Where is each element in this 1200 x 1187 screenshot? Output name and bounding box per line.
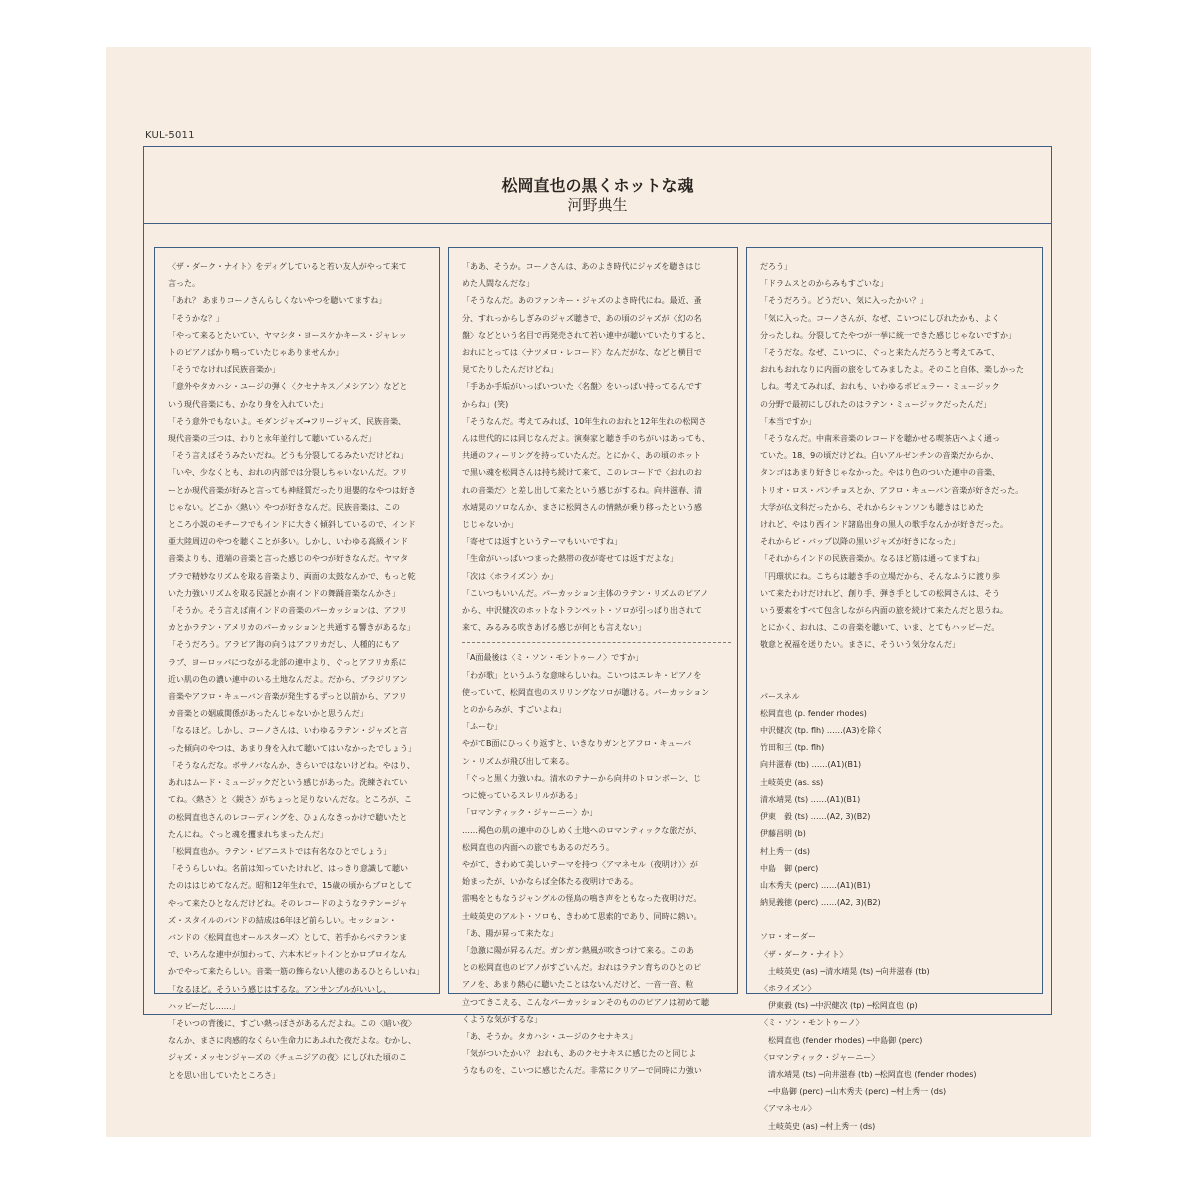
page-title: 松岡直也の黒くホットな魂 bbox=[501, 176, 694, 195]
text-line: 「そうか。そう言えば南インドの音楽のパーカッションは、アフリ bbox=[168, 606, 408, 616]
text-line: トのピアノばかり鳴っていたじゃありませんか」 bbox=[168, 348, 344, 358]
text-line: めた人間なんだな」 bbox=[462, 279, 534, 289]
text-line: ジャズ・メッセンジャーズの〈チュニジアの夜〉にしびれた頃のこ bbox=[168, 1053, 407, 1063]
text-line: 「こいつもいいんだ。パーカッション主体のラテン・リズムのピアノ bbox=[462, 588, 709, 598]
text-line: 松岡直也の内面への旅でもあるのだろう。 bbox=[462, 842, 614, 852]
text-line: 〈ホライズン〉 bbox=[760, 983, 816, 993]
text-line: しね。考えてみれば、おれも、いわゆるポピュラー・ミュージック bbox=[760, 382, 1000, 392]
text-line: とを思い出していたところさ」 bbox=[168, 1070, 280, 1080]
text-line: 「ふーむ」 bbox=[462, 722, 502, 732]
text-line: 「そうらしいね。名前は知っていたけれど、はっきり意識して聴い bbox=[168, 864, 408, 874]
text-line: バンドの〈松岡直也オールスターズ〉として、若手からベテランま bbox=[168, 932, 408, 942]
text-line: おれもおれなりに内面の旅をしてみましたよ。そのこと自体、楽しかった bbox=[760, 365, 1024, 375]
text-line: 使っていて、松岡直也のスリリングなソロが聴ける。パーカッション bbox=[462, 687, 710, 697]
text-line: ハッピーだし……」 bbox=[168, 1001, 240, 1011]
liner-notes-frame bbox=[143, 146, 1052, 1131]
text-line: それからビ・バップ以降の黒いジャズが好きになった」 bbox=[760, 537, 960, 547]
text-column-2 bbox=[448, 247, 738, 1076]
text-line: 見てたりしたんだけどね」 bbox=[462, 365, 558, 375]
text-line: タンゴはあまり好きじゃなかった。やはり色のついた連中の音楽、 bbox=[760, 468, 1000, 478]
text-line: やがて、きわめて美しいテーマを持つ〈アマネセル（夜明け）〉が bbox=[462, 859, 698, 869]
text-line: やって来たひとなんだけどね。そのレコードのようなラテン＝ジャ bbox=[168, 898, 408, 908]
text-line: 「ロマンティック・ジャーニー〉か」 bbox=[462, 808, 598, 818]
text-column-3 bbox=[746, 247, 1043, 1131]
text-line: 「そいつの背後に、すごい熱っぽさがあるんだよね。この〈暗い夜〉 bbox=[168, 1018, 416, 1028]
personnel-list bbox=[760, 688, 1036, 912]
text-line: 土岐英史のアルト・ソロも、きわめて思索的であり、同時に熱い。 bbox=[462, 911, 702, 921]
text-line: 「そうだろう。どうだい、気に入ったかい？」 bbox=[760, 296, 928, 306]
text-line: トリオ・ロス・パンチョスとか、アフロ・キューバン音楽が好きだった。 bbox=[760, 485, 1024, 495]
text-line: 共通のフィーリングを持っていたんだ。とにかく、あの頃のホット bbox=[462, 451, 702, 461]
text-line: 分ったしね。分裂してたやつが一挙に統一できた感じじゃないですか」 bbox=[760, 330, 1016, 340]
title-block bbox=[144, 147, 1051, 224]
text-line: 大学が仏文科だったから、それからシャンソンも聴きはじめた bbox=[760, 502, 984, 512]
text-line: 近い肌の色の濃い連中のいる土地なんだよ。だから、ブラジリアン bbox=[168, 674, 408, 684]
text-line: けれど、やはり西インド諸島出身の黒人の歌手なんかが好きだった。 bbox=[760, 520, 1008, 530]
text-line: 竹田和三 (tp. flh) bbox=[760, 743, 825, 753]
text-line: から、中沢健次のホットなトランペット・ソロが引っぱり出されて bbox=[462, 606, 702, 616]
text-line: 向井滋春 (tb) ……(A1)(B1) bbox=[760, 760, 862, 770]
column-1-text bbox=[168, 258, 433, 1084]
text-line: 「そうなんだ。考えてみれば、10年生れのおれと12年生れの松岡さ bbox=[462, 416, 707, 426]
text-line: 中島 御 (perc) bbox=[760, 863, 819, 873]
text-line: ……褐色の肌の連中のひしめく土地へのロマンティックな旅だが、 bbox=[462, 825, 702, 835]
text-line: かでやって来たらしい。音楽一筋の飾らない人徳のあるひとらしいね」 bbox=[168, 967, 424, 977]
text-line: 始まったが、いかならば全体たる夜明けである。 bbox=[462, 877, 638, 887]
text-line: 土岐英史 (as) ─清水靖晃 (ts) ─向井滋春 (tb) bbox=[760, 966, 930, 976]
text-line: ズ・スタイルのバンドの結成は6年ほど前らしい。セッション・ bbox=[168, 915, 397, 925]
text-line: った傾向のやつは、あまり身を入れて聴いてはいなかったでしょう」 bbox=[168, 743, 416, 753]
text-line: 「なるほど。そういう感じはするな。アンサンブルがいいし、 bbox=[168, 984, 391, 994]
text-line: うなものを、こいつに感じたんだ。非常にクリアーで同時に力強い bbox=[462, 1066, 702, 1076]
solo-order-list bbox=[760, 928, 1036, 1134]
column-2-part-1 bbox=[462, 258, 731, 636]
text-line: ブラで精妙なリズムを取る音楽より、両面の太鼓なんかで、もっと乾 bbox=[168, 571, 416, 581]
text-line: おれにとっては〈ナツメロ・レコード〉なんだがな、などと横目で bbox=[462, 348, 702, 358]
text-line: ところ小説のモチーフでもインドに大きく傾斜しているので、インド bbox=[168, 520, 416, 530]
text-line: 雷鳴をともなうジャングルの怪鳥の鳴き声をともなった夜明けだ。 bbox=[462, 894, 702, 904]
text-line: 「そう意外でもないよ。モダンジャズ→フリージャズ、民族音楽、 bbox=[168, 416, 407, 426]
text-line: じゃない。どこか〈熱い〉やつが好きなんだ。民族音楽は、この bbox=[168, 502, 400, 512]
text-line: 「そうでなければ民族音楽か」 bbox=[168, 365, 280, 375]
text-line: 〈ロマンティック・ジャーニー〉 bbox=[760, 1052, 880, 1062]
text-line: との松岡直也のピアノがすごいんだ。おれはラテン育ちのひとのピ bbox=[462, 963, 701, 973]
text-line: 「そうなんだ。あのファンキー・ジャズのよき時代にね。最近、蚤 bbox=[462, 296, 702, 306]
text-line: 「次は〈ホライズン〉か」 bbox=[462, 571, 558, 581]
catalog-number: KUL-5011 bbox=[145, 130, 195, 141]
text-line: アノを、あまり熱心に聴いたことはないんだけど、一音一音、粒 bbox=[462, 980, 694, 990]
text-line: 「やって来るとたいてい、ヤマシタ・ヨースケかキース・ジャレッ bbox=[168, 330, 407, 340]
text-line: 村上秀一 (ds) bbox=[760, 846, 811, 856]
text-line: 現代音楽の三つは、わりと永年並行して聴いているんだ」 bbox=[168, 434, 376, 444]
text-line: 「あれ？ あまりコーノさんらしくないやつを聴いてますね」 bbox=[168, 296, 387, 306]
text-line: 「寄せては返すというテーマもいいですね」 bbox=[462, 537, 622, 547]
text-line: ソロ・オーダー bbox=[760, 932, 816, 942]
text-column-1 bbox=[154, 247, 440, 1080]
column-3-text bbox=[760, 258, 1036, 1135]
text-line: 立つてきこえる、こんなパーカッションそのもののピアノは初めて聴 bbox=[462, 997, 709, 1007]
text-line: 清水靖晃 (ts) ……(A1)(B1) bbox=[760, 794, 861, 804]
text-line: の松岡直也さんのレコーディングを、ひょんなきっかけで聴いたと bbox=[168, 812, 408, 822]
text-line: 「ああ、そうか。コーノさんは、あのよき時代にジャズを聴きはじ bbox=[462, 262, 702, 271]
text-line: つに焼っているスレリルがある」 bbox=[462, 791, 582, 801]
text-line: いて来たわけだけれど、創り手、弾き手としての松岡さんは、そう bbox=[760, 588, 1000, 598]
text-line: 「本当ですか」 bbox=[760, 416, 816, 426]
text-line: 「ドラムスとのからみもすごいな」 bbox=[760, 279, 888, 289]
text-line: 「あ、陽が昇って来たな」 bbox=[462, 928, 558, 938]
text-line: 「なるほど。しかし、コーノさんは、いわゆるラテン・ジャズと言 bbox=[168, 726, 408, 736]
text-line: とにかく、おれは、この音楽を聴いて、いま、とてもハッピーだ。 bbox=[760, 623, 1000, 633]
text-line: 音楽やアフロ・キューバン音楽が発生するずっと以前から、アフリ bbox=[168, 692, 407, 702]
text-line: たんにね。ぐっと魂を攫まれちまったんだ」 bbox=[168, 829, 328, 839]
text-line: で、いろんな連中が加わって、六本木ピットインとかロブロイなん bbox=[168, 950, 407, 960]
text-line: 「気に入った。コーノさんが、なぜ、こいつにしびれたかも、よく bbox=[760, 313, 1000, 323]
text-line: 〈ザ・ダーク・ナイト〉 bbox=[760, 949, 848, 959]
spacer bbox=[760, 654, 1036, 671]
text-line: 「そうなんだ。中南米音楽のレコードを聴かせる喫茶店へよく通っ bbox=[760, 434, 1000, 444]
text-line: ーとか現代音楽が好みと言っても神経質だったり退嬰的なやつは好き bbox=[168, 485, 416, 495]
column-2-part-2 bbox=[462, 649, 731, 1079]
text-line: ラブ、ヨーロッパにつながる北部の連中より、ぐっとアフリカ系に bbox=[168, 657, 407, 667]
text-line: いた力強いリズムを取る民謡とか南インドの舞踊音楽なんかさ」 bbox=[168, 588, 400, 598]
text-line: 敬意と祝福を送りたい。まさに、そういう気分なんだ」 bbox=[760, 640, 960, 650]
text-line: 「そうだな。なぜ、こいつに、ぐっと来たんだろうと考えてみて、 bbox=[760, 348, 1000, 358]
text-line: 「そうだろう。アラビア海の向うはアフリカだし、人種的にもア bbox=[168, 640, 400, 650]
text-line: くような気がするな」 bbox=[462, 1014, 542, 1024]
text-line: カとかラテン・アメリカのパーカッションと共通する響きがあるな」 bbox=[168, 623, 415, 633]
text-line: 納見義徳 (perc) ……(A2, 3)(B2) bbox=[760, 898, 881, 908]
text-line: 「あ、そうか。タカハシ・ユージのクセナキス」 bbox=[462, 1031, 638, 1041]
text-line: 盤〉などという名目で再発売されて若い連中が聴いていたりすると、 bbox=[462, 330, 710, 340]
text-line: 「手あか手垢がいっぱいついた〈名盤〉をいっぱい持ってるんです bbox=[462, 382, 702, 392]
text-line: 〈アマネセル〉 bbox=[760, 1104, 816, 1114]
text-line: あれはムード・ミュージックだという感じがあった。洗練されてい bbox=[168, 778, 408, 788]
text-line: とのからみが、すごいよね」 bbox=[462, 705, 566, 715]
text-line: 「円環状にね。こちらは聴き手の立場だから、そんなふうに渡り歩 bbox=[760, 571, 1000, 581]
text-line: だろう」 bbox=[760, 262, 792, 271]
text-line: パースネル bbox=[760, 691, 800, 701]
text-line: 松岡直也 (p. fender rhodes) bbox=[760, 708, 867, 718]
text-line: で黒い魂を松岡さんは持ち続けて来て、このレコードで〈おれのお bbox=[462, 468, 702, 478]
text-line: 伊東毅 (ts) ─中沢健次 (tp) ─松岡直也 (p) bbox=[760, 1001, 918, 1011]
text-line: 山木秀夫 (perc) ……(A1)(B1) bbox=[760, 880, 871, 890]
text-line: からね」(笑) bbox=[462, 399, 509, 409]
text-line: 「わが歌」というふうな意味らしいね。こいつはエレキ・ピアノを bbox=[462, 670, 702, 680]
text-line: 「そうかな？」 bbox=[168, 313, 224, 323]
section-divider bbox=[462, 642, 731, 643]
text-line: なんか、まさに肉感的なくらい生命力にあふれた夜だよな。むかし、 bbox=[168, 1036, 416, 1046]
text-line: 〈ザ・ダーク・ナイト〉をディグしていると若い友人がやって来て bbox=[168, 262, 407, 271]
text-line: 「気がついたかい？ おれも、あのクセナキスに感じたのと同じよ bbox=[462, 1049, 697, 1059]
text-line: 来て、みるみる吹きあげる感じが何とも言えない」 bbox=[462, 623, 646, 633]
text-line: 「意外やタカハシ・ユージの弾く〈クセナキス／メシアン〉などと bbox=[168, 382, 408, 392]
text-line: 〈ミ・ソン・モントゥーノ〉 bbox=[760, 1018, 864, 1028]
text-line: たのははじめてなんだ。昭和12年生れで、15歳の頃からプロとして bbox=[168, 881, 413, 891]
text-line: 清水靖晃 (ts) ─向井滋春 (tb) ─松岡直也 (fender rhodes) bbox=[760, 1069, 977, 1079]
text-line: 言った。 bbox=[168, 279, 200, 289]
text-line: ン・リズムが飛び出して来る。 bbox=[462, 756, 574, 766]
text-line: 土岐英史 (as) ─村上秀一 (ds) bbox=[760, 1121, 876, 1131]
text-line: 「そうなんだな。ボサノバなんか、きらいではないけどね。やはり、 bbox=[168, 760, 415, 770]
text-line: 「ぐっと黒く力強いね。清水のテナーから向井のトロンボーン、じ bbox=[462, 773, 702, 783]
text-line: カ音楽との姻戚関係があったんじゃないかと思うんだ」 bbox=[168, 709, 368, 719]
text-line: 「A面最後は〈ミ・ソン・モントゥーノ〉ですか」 bbox=[462, 653, 644, 663]
spacer bbox=[760, 911, 1036, 928]
text-line: ていた。18、9の頃だけどね。白いアルゼンチンの音楽だからか、 bbox=[760, 451, 999, 461]
text-line: 「急激に陽が昇るんだ。ガンガン熱風が吹きつけて来る。このあ bbox=[462, 945, 694, 955]
author-name: 河野典生 bbox=[567, 196, 628, 214]
text-line: 伊藤昌明 (b) bbox=[760, 829, 806, 839]
column-3-part-1 bbox=[760, 258, 1036, 654]
text-line: 水靖晃のソロなんか、まさに松岡さんの情熱が乗り移ったという感 bbox=[462, 502, 702, 512]
text-line: 「生命がいっぱいつまった熱帯の夜が寄せては返すだよな」 bbox=[462, 554, 678, 564]
text-line: 「そう言えばそうみたいだね。どうも分裂してるみたいだけどね」 bbox=[168, 451, 408, 461]
text-line: ─中島御 (perc) ─山木秀夫 (perc) ─村上秀一 (ds) bbox=[760, 1087, 947, 1097]
text-line: んは世代的には同じなんだよ。演奏家と聴き手のちがいはあっても、 bbox=[462, 434, 710, 444]
text-line: 松岡直也 (fender rhodes) ─中島御 (perc) bbox=[760, 1035, 923, 1045]
text-line: 分、すれっからしぎみのジャズ聴きで、あの頃のジャズが〈幻の名 bbox=[462, 313, 702, 323]
text-line: 中沢健次 (tp. flh) ……(A3)を除く bbox=[760, 726, 884, 736]
text-line: いう現代音楽にも、かなり身を入れていた」 bbox=[168, 399, 328, 409]
text-line: やがてB面にひっくり返すと、いきなりガンとアフロ・キューバ bbox=[462, 739, 692, 749]
column-2-text bbox=[462, 258, 731, 1080]
text-line: 「いや、少なくとも、おれの内部では分裂しちゃいないんだ。フリ bbox=[168, 468, 408, 478]
spacer bbox=[760, 671, 1036, 688]
text-line: れの音楽だ〉と差し出して来たという感じがするね。向井滋春、清 bbox=[462, 485, 702, 495]
text-line: 土岐英史 (as. ss) bbox=[760, 777, 824, 787]
text-line: の分野で最初にしびれたのはラテン・ミュージックだったんだ」 bbox=[760, 399, 992, 409]
text-line: 「それからインドの民族音楽か。なるほど筋は通ってますね」 bbox=[760, 554, 984, 564]
text-line: てね。〈熱さ〉と〈鋭さ〉がちょっと足りないんだな。ところが、こ bbox=[168, 795, 412, 805]
text-line: いう要素をすべて包含しながら内面の旅を続けて来たんだと思うね。 bbox=[760, 606, 1008, 616]
text-line: 亜大陸周辺のやつを聴くことが多い。しかし、いわゆる高級インド bbox=[168, 537, 408, 547]
text-line: 「松岡直也か。ラテン・ピアニストでは有名なひとでしょう」 bbox=[168, 846, 392, 856]
text-line: 伊東 毅 (ts) ……(A2, 3)(B2) bbox=[760, 812, 871, 822]
text-line: 音楽よりも、道端の音楽と言った感じのやつが好きなんだ。ヤマタ bbox=[168, 554, 408, 564]
text-line: じじゃないか」 bbox=[462, 520, 518, 530]
